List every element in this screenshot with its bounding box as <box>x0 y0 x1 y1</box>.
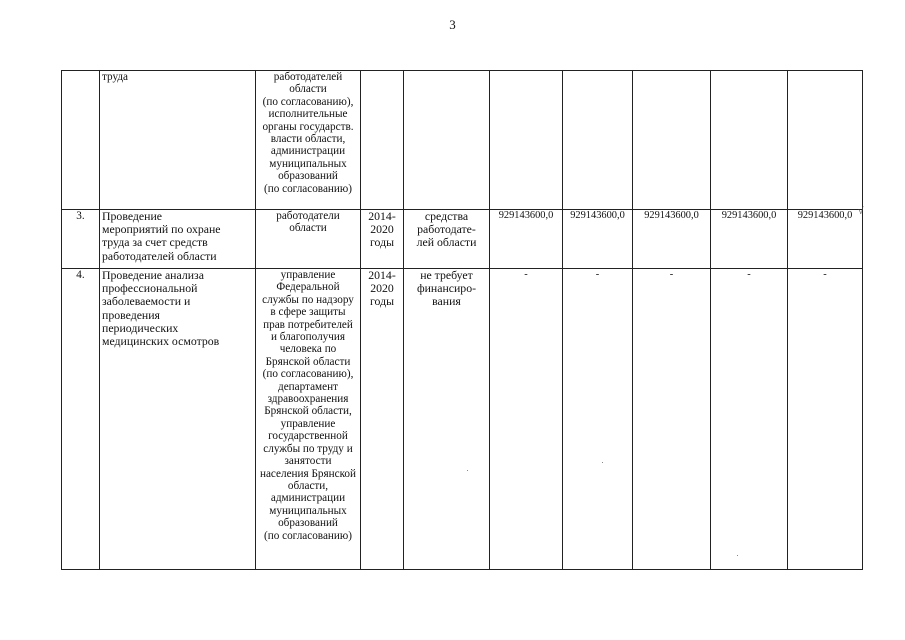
amount-cell: - <box>490 269 563 570</box>
period-cell: 2014- 2020 годы <box>361 210 404 269</box>
scan-speck <box>737 555 738 556</box>
scan-speck <box>467 470 468 471</box>
amount-cell <box>788 71 863 210</box>
amount-cell: 929143600,0 <box>788 210 863 269</box>
activities-table <box>61 70 863 570</box>
check-mark-icon: √ <box>858 206 864 217</box>
amount-cell <box>490 71 563 210</box>
activity-name-cell: труда <box>100 71 256 210</box>
amount-cell <box>633 71 711 210</box>
amount-cell: - <box>711 269 788 570</box>
table-row <box>62 71 863 210</box>
activity-name-cell: Проведение мероприятий по охране труда за счет средств работодателей области <box>100 210 256 269</box>
amount-cell: - <box>788 269 863 570</box>
page-number: 3 <box>449 17 456 32</box>
amount-cell <box>563 71 633 210</box>
period-cell: 2014- 2020 годы <box>361 269 404 570</box>
amount-cell: - <box>633 269 711 570</box>
executor-cell: управление Федеральной службы по надзору в сфере защиты прав потребителей и благополучия человека по Брянской области (по согласованию), департамент здравоохранения Брянской области, управление государственной службы по труду и занятости населения Брянской области, администрации муниципальных образований (по согласованию) <box>256 269 361 570</box>
funding-source-cell: средства работодате- лей области <box>404 210 490 269</box>
executor-cell: работодатели области <box>256 210 361 269</box>
amount-cell: 929143600,0 <box>490 210 563 269</box>
row-number-cell: 3. <box>62 210 100 269</box>
amount-cell: 929143600,0 <box>563 210 633 269</box>
period-cell <box>361 71 404 210</box>
row-number-cell: 4. <box>62 269 100 570</box>
table-row <box>62 269 863 570</box>
row-number-cell <box>62 71 100 210</box>
funding-source-cell: не требует финансиро- вания <box>404 269 490 570</box>
activity-name-cell: Проведение анализа профессиональной заболеваемости и проведения периодических медицинских осмотров <box>100 269 256 570</box>
scan-speck <box>602 462 603 463</box>
table-row <box>62 210 863 269</box>
amount-cell <box>711 71 788 210</box>
amount-cell: 929143600,0 <box>633 210 711 269</box>
amount-cell: 929143600,0 <box>711 210 788 269</box>
funding-source-cell <box>404 71 490 210</box>
executor-cell: работодателей области (по согласованию), исполнительные органы государств. власти области, администрации муниципальных образований (по согласованию) <box>256 71 361 210</box>
amount-cell: - <box>563 269 633 570</box>
